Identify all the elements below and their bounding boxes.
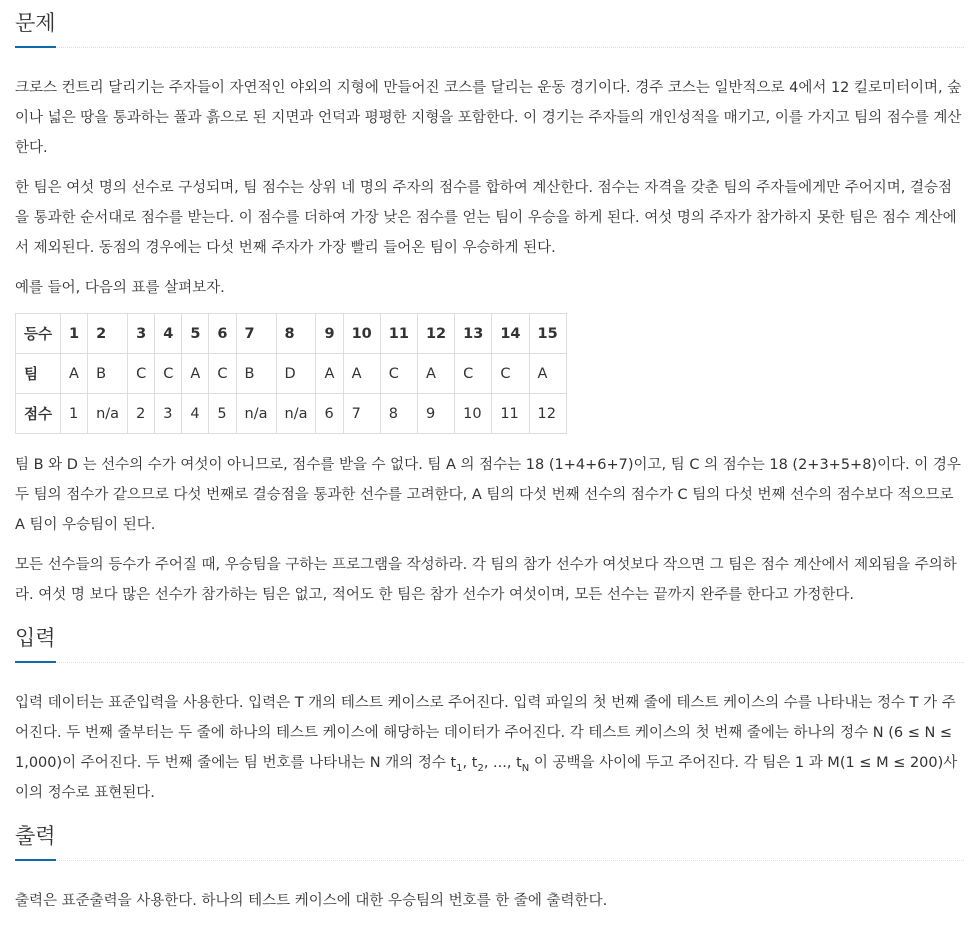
rank-cell: 12 [417,314,454,354]
output-section [15,823,964,916]
team-cell: A [61,354,88,394]
score-cell: 12 [529,394,566,434]
rank-row-header: 등수 [16,314,61,354]
score-cell: 9 [417,394,454,434]
score-row [16,394,567,434]
rank-row [16,314,567,354]
subscript-2: 2 [477,762,484,774]
team-cell: C [455,354,492,394]
team-cell: A [316,354,343,394]
rank-cell: 15 [529,314,566,354]
output-header [15,823,964,861]
problem-paragraph-4: 팀 B 와 D 는 선수의 수가 여섯이 아니므로, 점수를 받을 수 없다. 팀 A 의 점수는 18 (1+4+6+7)이고, 팀 C 의 점수는 18 (2+3+5+8)이다. 이 경우 두 팀의 점수가 같으므로 다섯 번째로 결승점을 통과한 선수를 고려한다, A 팀의 다섯 번째 선수의 점수가 C 팀의 다섯 번째 선수의 점수보다 적으므로 A 팀이 우승팀이 된다. [15,457,961,533]
team-cell: A [343,354,380,394]
rank-cell: 9 [316,314,343,354]
rank-cell: 3 [128,314,155,354]
score-row-header: 점수 [16,394,61,434]
score-cell: n/a [276,394,316,434]
score-cell: 8 [380,394,417,434]
team-cell: C [209,354,236,394]
score-cell: 3 [155,394,182,434]
rank-cell: 7 [236,314,276,354]
problem-paragraph-3: 예를 들어, 다음의 표를 살펴보자. [15,280,225,296]
problem-header [15,0,964,48]
rank-cell: 13 [455,314,492,354]
rank-cell: 2 [88,314,128,354]
problem-paragraph-1: 크로스 컨트리 달리기는 주자들이 자연적인 야외의 지형에 만들어진 코스를 달리는 운동 경기이다. 경주 코스는 일반적으로 4에서 12 킬로미터이며, 숲이나 넓은 땅을 통과하는 풀과 흙으로 된 지면과 언덕과 평평한 지형을 포함한다. 이 경기는 주자들의 개인성적을 매기고, 이를 가지고 팀의 점수를 계산한다. [15,80,962,156]
input-text-a: 입력 데이터는 표준입력을 사용한다. 입력은 T 개의 테스트 케이스로 주어진다. 입력 파일의 첫 번째 줄에 테스트 케이스의 수를 나타내는 정수 T 가 주어진다. 두 번째 줄부터는 두 줄에 하나의 테스트 케이스에 해당하는 데이터가 주어진다. 각 테스트 케이스의 첫 번째 줄에는 하나의 정수 N (6 ≤ N ≤ 1,000)이 주어진다. 두 번째 줄에는 팀 번호를 나타내는 N 개의 정수 t [15,695,956,771]
output-title: 출력 [15,823,56,861]
subscript-1: 1 [456,762,463,774]
team-cell: B [236,354,276,394]
team-cell: C [128,354,155,394]
score-cell: 1 [61,394,88,434]
team-cell: D [276,354,316,394]
team-cell: A [417,354,454,394]
rank-cell: 14 [492,314,529,354]
input-sep-2: , ..., t [483,755,522,771]
rank-cell: 10 [343,314,380,354]
score-cell: 2 [128,394,155,434]
rank-cell: 6 [209,314,236,354]
problem-section [15,0,964,610]
input-text-b: 이 공백을 사이에 두고 주어진다. 각 팀은 1 과 M(1 ≤ M ≤ 200)사이의 정수로 표현된다. [15,755,958,801]
problem-paragraph-5: 모든 선수들의 등수가 주어질 때, 우승팀을 구하는 프로그램을 작성하라. 각 팀의 참가 선수가 여섯보다 작으면 그 팀은 점수 계산에서 제외됨을 주의하라. 여섯 명 보다 많은 선수가 참가하는 팀은 없고, 적어도 한 팀은 참가 선수가 여섯이며, 모든 선수는 끝까지 완주를 한다고 가정한다. [15,557,957,603]
rank-cell: 1 [61,314,88,354]
score-cell: 7 [343,394,380,434]
team-cell: B [88,354,128,394]
team-cell: A [182,354,209,394]
team-row-header: 팀 [16,354,61,394]
rank-cell: 11 [380,314,417,354]
score-cell: n/a [236,394,276,434]
team-row [16,354,567,394]
score-cell: 4 [182,394,209,434]
rank-cell: 4 [155,314,182,354]
score-cell: 5 [209,394,236,434]
input-section [15,625,964,808]
subscript-n: N [521,762,530,774]
problem-title: 문제 [15,10,56,48]
input-sep-1: , t [462,755,478,771]
rank-cell: 5 [182,314,209,354]
score-cell: 11 [492,394,529,434]
score-cell: 10 [455,394,492,434]
input-title: 입력 [15,625,56,663]
score-cell: 6 [316,394,343,434]
rank-cell: 8 [276,314,316,354]
team-cell: C [492,354,529,394]
score-cell: n/a [88,394,128,434]
team-cell: C [380,354,417,394]
team-cell: A [529,354,566,394]
input-paragraph [15,688,964,808]
problem-paragraph-2: 한 팀은 여섯 명의 선수로 구성되며, 팀 점수는 상위 네 명의 주자의 점수를 합하여 계산한다. 점수는 자격을 갖춘 팀의 주자들에게만 주어지며, 결승점을 통과한 순서대로 점수를 받는다. 이 점수를 더하여 가장 낮은 점수를 얻는 팀이 우승을 하게 된다. 여섯 명의 주자가 참가하지 못한 팀은 점수 계산에서 제외된다. 동점의 경우에는 다섯 번째 주자가 가장 빨리 들어온 팀이 우승하게 된다. [15,180,957,256]
team-cell: C [155,354,182,394]
rank-table [15,313,567,434]
input-header [15,625,964,663]
output-paragraph: 출력은 표준출력을 사용한다. 하나의 테스트 케이스에 대한 우승팀의 번호를 한 줄에 출력한다. [15,893,608,909]
